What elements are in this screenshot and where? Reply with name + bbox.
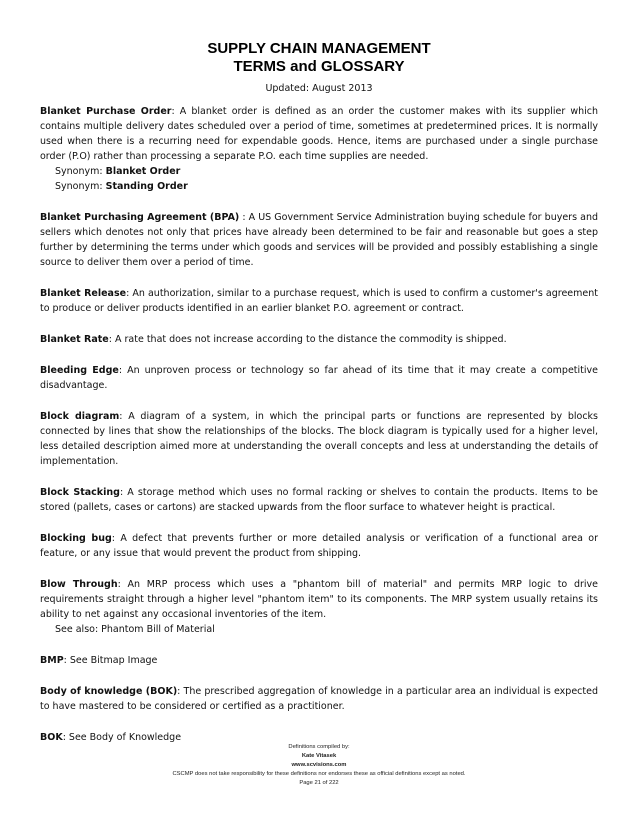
entry-term: Blanket Purchase Order [40, 106, 172, 117]
entry-separator: : [126, 288, 133, 299]
entry-separator: : [118, 365, 128, 376]
footer-page-number: Page 21 of 222 [299, 780, 339, 786]
footer-author: Kate Vitasek [301, 753, 337, 759]
document-title-line-1: SUPPLY CHAIN MANAGEMENT [207, 40, 431, 57]
entry-term: Blanket Purchasing Agreement (BPA) [40, 212, 240, 223]
see-also-block [40, 622, 598, 637]
entry-definition: A defect that prevents further or more detailed analysis or verification of a functional area or feature, or any issue that would prevent the product from shipping. [40, 533, 598, 559]
glossary-entry [40, 577, 598, 622]
entry-separator: : [119, 487, 128, 498]
glossary-content [40, 104, 598, 761]
entry-separator: : [62, 732, 69, 743]
updated-date: Updated: August 2013 [265, 83, 373, 94]
entry-term: Body of knowledge (BOK) [40, 686, 178, 697]
footer-website: www.scvisions.com [291, 762, 347, 768]
entry-definition: See Body of Knowledge [68, 732, 182, 743]
entry-separator: : [111, 533, 121, 544]
synonym-block [40, 164, 598, 194]
synonym-line [40, 164, 598, 179]
entry-separator: : [239, 212, 249, 223]
glossary-entry [40, 409, 598, 469]
glossary-entry [40, 286, 598, 316]
entry-term: BMP [40, 655, 64, 666]
synonym-label: Synonym: [55, 181, 106, 192]
entry-term: Blow Through [40, 579, 118, 590]
footer-compiled-by: Definitions compiled by: [288, 744, 350, 750]
entry-definition: An authorization, similar to a purchase request, which is used to confirm a customer's agreement to produce or deliver products identified in an earlier blanket P.O. agreement or contract. [40, 288, 598, 314]
see-also-line: See also: Phantom Bill of Material [55, 624, 215, 635]
entry-term: Block diagram [40, 411, 120, 422]
glossary-entry [40, 653, 598, 668]
entry-definition: A storage method which uses no formal racking or shelves to contain the products. Items to be stored (pallets, cases or cartons) are stacked upwards from the floor surface to whatever height is practical. [40, 487, 598, 513]
glossary-entry [40, 531, 598, 561]
synonym-line [40, 179, 598, 194]
glossary-entry [40, 363, 598, 393]
entry-term: Blocking bug [40, 533, 112, 544]
glossary-entry [40, 485, 598, 515]
entry-separator: : [117, 579, 128, 590]
entry-separator: : [119, 411, 129, 422]
entry-definition: A blanket order is defined as an order the customer makes with its supplier which contains multiple delivery dates scheduled over a period of time, sometimes at predetermined prices. It is normally used when there is a recurring need for expendable goods. Hence, items are purchased under a single purchase order (P.O) rather than processing a separate P.O. each time supplies are needed. [40, 106, 598, 162]
entry-definition: An MRP process which uses a "phantom bill of material" and permits MRP logic to drive requirements straight through a higher level "phantom item" to its components. The MRP system usually retains its ability to net against any occasional inventories of the item. [40, 579, 598, 620]
synonym-value: Standing Order [105, 181, 188, 192]
footer-disclaimer: CSCMP does not take responsibility for these definitions nor endorses these as official definitions except as noted. [172, 771, 466, 777]
entry-separator: : [63, 655, 70, 666]
glossary-entry [40, 684, 598, 714]
entry-definition: See Bitmap Image [69, 655, 158, 666]
entry-term: Bleeding Edge [40, 365, 119, 376]
synonym-value: Blanket Order [105, 166, 181, 177]
entry-term: Blanket Release [40, 288, 127, 299]
entry-definition: A US Government Service Administration buying schedule for buyers and sellers which denotes not only that prices have already been determined to be fair and reasonable but goes a step further by determining the terms under which goods and services will be provided and possibly establishing a single source to deliver them over a period of time. [40, 212, 598, 268]
entry-separator: : [108, 334, 115, 345]
entry-term: Blanket Rate [40, 334, 109, 345]
entry-term: BOK [40, 732, 63, 743]
entry-definition: A rate that does not increase according to the distance the commodity is shipped. [114, 334, 507, 345]
entry-separator: : [171, 106, 180, 117]
glossary-entry [40, 210, 598, 270]
entry-separator: : [177, 686, 184, 697]
page-footer [0, 743, 638, 788]
entry-term: Block Stacking [40, 487, 120, 498]
entry-definition: An unproven process or technology so far ahead of its time that it may create a competitive disadvantage. [40, 365, 598, 391]
glossary-entry [40, 332, 598, 347]
entry-definition: The prescribed aggregation of knowledge in a particular area an individual is expected to have mastered to be considered or certified as a practitioner. [40, 686, 598, 712]
document-title-line-2: TERMS and GLOSSARY [233, 58, 405, 75]
glossary-entry [40, 104, 598, 164]
entry-definition: A diagram of a system, in which the principal parts or functions are represented by blocks connected by lines that show the relationships of the blocks. The block diagram is typically used for a higher level, less detailed description aimed more at understanding the overall concepts and less at understanding the details of implementation. [40, 411, 598, 467]
synonym-label: Synonym: [55, 166, 106, 177]
